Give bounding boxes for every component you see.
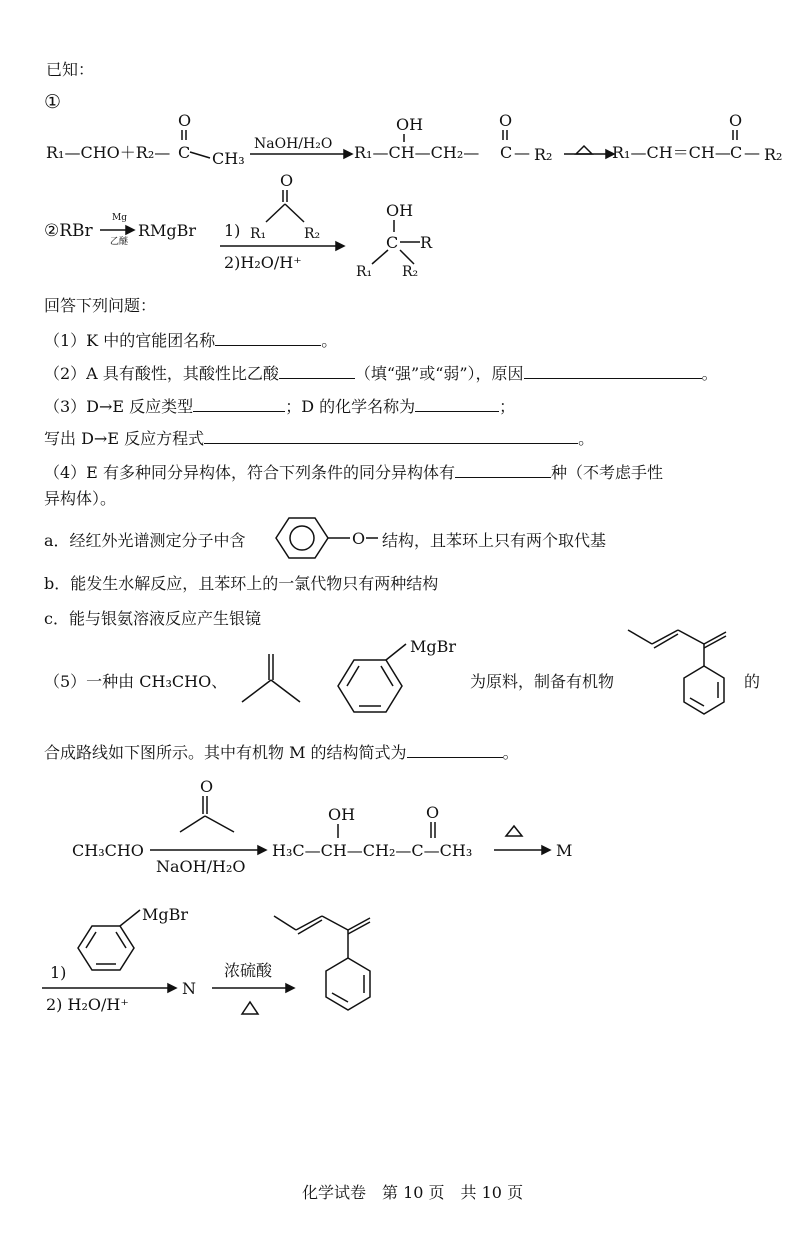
reaction1-oh: OH [396, 115, 424, 134]
reaction2-oxygen: O [280, 171, 294, 190]
reaction2-step2: 2)H₂O/H⁺ [224, 253, 302, 272]
condition-a-end: 结构，且苯环上只有两个取代基 [382, 531, 607, 550]
question-3: （3）D→E 反应类型 ；D 的化学名称为 ； [44, 397, 516, 416]
route-reagent-oxygen: O [200, 777, 214, 796]
reaction1-reactant-text: R₁—CHO＋R₂— [46, 143, 171, 162]
route-step2: 2) H₂O/H⁺ [46, 995, 129, 1014]
reaction2-r2: R₂ [304, 226, 321, 242]
question-1-text: （1）K 中的官能团名称 [44, 331, 216, 350]
question-5-blank[interactable] [407, 741, 503, 758]
page-footer: 化学试卷 第 10 页 共 10 页 [302, 1183, 524, 1202]
reaction1-ch3: CH₃ [212, 149, 245, 168]
question-2-blank-1[interactable] [279, 362, 355, 379]
reaction2-r: R [420, 233, 433, 252]
reaction1-condition: NaOH/H₂O [254, 136, 333, 152]
question-5-text: （5）一种由 CH₃CHO、 [44, 672, 228, 691]
route-step1: 1) [50, 963, 67, 982]
reaction1-product-c: C [500, 143, 513, 162]
reaction2-oh: OH [386, 201, 414, 220]
target-product-structure [620, 626, 730, 736]
acetone-structure [236, 650, 306, 710]
condition-a-oxygen: O [352, 529, 366, 548]
reaction2-step1: 1) [224, 221, 241, 240]
route-condition: NaOH/H₂O [156, 857, 246, 876]
question-3-blank-3[interactable] [204, 427, 578, 444]
question-2-blank-2[interactable] [524, 362, 702, 379]
question-5-mid: 为原料，制备有机物 [470, 672, 615, 691]
reaction1-product-o: O [499, 111, 513, 130]
reaction1-product-chain: R₁—CH—CH₂— [354, 143, 480, 162]
reaction2-product-r1: R₁ [356, 264, 373, 280]
reaction1-carbonyl-c: C [178, 143, 191, 162]
reaction2-mg: Mg [112, 213, 127, 223]
route-oh: OH [328, 805, 356, 824]
phenyl-mgbr-label: MgBr [410, 637, 457, 656]
question-4-line-2: 异构体）。 [44, 489, 117, 508]
reaction2-carbon: C [386, 233, 399, 252]
route-product-oxygen: O [426, 803, 440, 822]
question-2-text: （2）A 具有酸性，其酸性比乙酸 [44, 364, 279, 383]
question-3-blank-2[interactable] [415, 395, 499, 412]
reaction2-grignard: RMgBr [138, 221, 197, 240]
reaction-2-scheme [0, 170, 800, 280]
synthesis-route [0, 770, 800, 1070]
reaction1-product-r2: R₂ [534, 145, 553, 164]
question-5-line-2: 合成路线如下图所示。其中有机物 M 的结构简式为 。 [44, 743, 519, 762]
svg-text:—: — [744, 143, 760, 162]
reaction2-ether: 乙醚 [110, 237, 129, 247]
question-3-blank-1[interactable] [193, 395, 285, 412]
question-4-text: （4）E 有多种同分异构体，符合下列条件的同分异构体有 [44, 463, 455, 482]
svg-text:—: — [514, 143, 530, 162]
route-ch3cho: CH₃CHO [72, 841, 144, 860]
answer-prompt: 回答下列问题： [44, 296, 157, 315]
phenyl-mgbr-structure [318, 638, 468, 728]
question-4: （4）E 有多种同分异构体，符合下列条件的同分异构体有 种（不考虑手性 [44, 463, 663, 482]
reaction2-r1: R₁ [250, 226, 267, 242]
reaction1-heat-icon [576, 146, 592, 154]
route-heat-icon-2 [242, 1002, 258, 1014]
route-mgbr: MgBr [142, 905, 189, 924]
reaction1-final-o: O [729, 111, 743, 130]
question-1: （1）K 中的官能团名称 。 [44, 331, 338, 350]
question-1-blank[interactable] [215, 329, 321, 346]
condition-a-structure [258, 510, 378, 570]
question-5-end: 的 [744, 672, 761, 691]
question-4-blank[interactable] [455, 461, 551, 478]
item-1-marker: ① [44, 91, 62, 113]
reaction1-final-c: C [730, 143, 743, 162]
condition-b: b．能发生水解反应，且苯环上的一氯代物只有两种结构 [44, 574, 439, 593]
route-m: M [556, 841, 573, 860]
question-3-text: （3）D→E 反应类型 [44, 397, 194, 416]
route-product: H₃C—CH—CH₂—C—CH₃ [272, 841, 473, 860]
reaction2-product-r2: R₂ [402, 264, 419, 280]
known-label: 已知： [46, 60, 95, 79]
route-acid: 浓硫酸 [224, 961, 273, 980]
condition-c: c．能与银氨溶液反应产生银镜 [44, 609, 261, 628]
reaction1-final: R₁—CH＝CH— [612, 143, 731, 162]
reaction1-final-r2: R₂ [764, 145, 783, 164]
condition-a-text: a．经红外光谱测定分子中含 [44, 531, 246, 550]
route-heat-icon [506, 826, 522, 836]
route-n: N [182, 979, 196, 998]
question-2: （2）A 具有酸性，其酸性比乙酸 （填“强”或“弱”），原因 。 [44, 364, 718, 383]
question-3-line-2: 写出 D→E 反应方程式 。 [44, 429, 595, 448]
reaction2-start: ②RBr [44, 221, 93, 241]
reaction1-oxygen: O [178, 111, 192, 130]
